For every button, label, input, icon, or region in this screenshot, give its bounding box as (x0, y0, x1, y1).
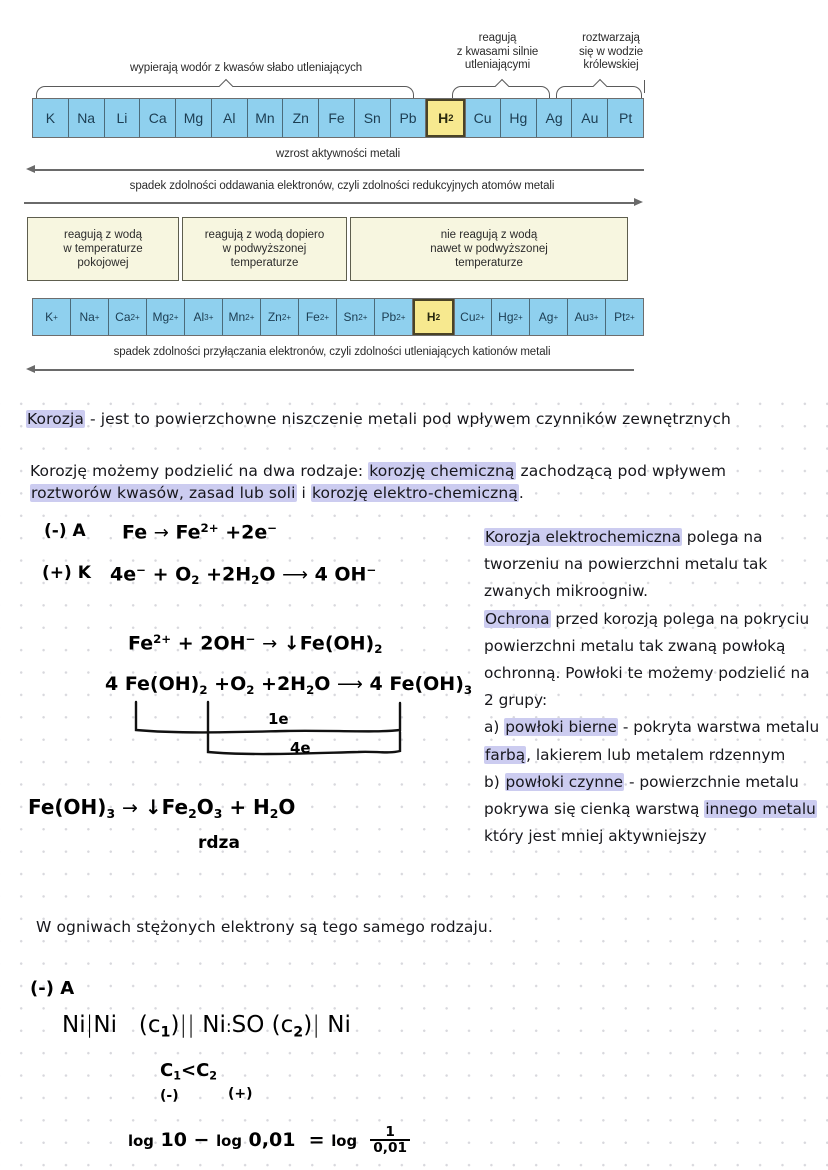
metal-cell-fe: Fe (319, 99, 355, 137)
active-other-metal: innego metalu (705, 800, 816, 819)
water-box-1-line2: w temperaturze (63, 243, 143, 255)
figure-top-label-3-line2: się w wodzie (579, 45, 643, 58)
passive-mid: - pokryta warstwa metalu (617, 718, 820, 737)
cation-cell-na: Na + (71, 299, 109, 335)
arrow-line-activity (34, 169, 644, 171)
arrow-label-oxidation: spadek zdolności przyłączania elektronów, czyli zdolności utleniających kationów metali (113, 346, 551, 358)
cation-cell-pb: Pb 2+ (375, 299, 413, 335)
active-term: powłoki czynne (505, 772, 624, 791)
log-fraction (370, 1125, 410, 1156)
types-mid: zachodzącą pod wpływem (515, 462, 727, 480)
types-electrochemical: korozję elektro-chemiczną (311, 484, 518, 502)
metal-cell-na: Na (69, 99, 105, 137)
equation-anode-label: (-) A (44, 521, 86, 541)
cation-cell-al: Al 3+ (185, 299, 223, 335)
types-period: . (518, 484, 524, 502)
electrochemical-corrosion-paragraph (484, 524, 824, 606)
passive-coating-paragraph (484, 714, 824, 768)
cation-cell-cu: Cu 2+ (454, 299, 492, 335)
cation-cell-mg: Mg 2+ (147, 299, 185, 335)
cation-cell-fe: Fe 2+ (299, 299, 337, 335)
figure-top-label-2-line2: z kwasami silnie (456, 45, 539, 58)
figure-top-label-2-line1: reagują (478, 32, 517, 44)
figure-top-label-3-line1: roztwarzają (582, 32, 640, 44)
equation-rust-formation: $Fe(OH)_3$ → $↓Fe_2O_3 + H_2O$ (28, 795, 296, 821)
metal-cell-li: Li (105, 99, 141, 137)
protection-term: Ochrona (485, 609, 550, 628)
cation-cell-ag: Ag + (530, 299, 568, 335)
water-box-3-line1: nie reagują z wodą (440, 229, 538, 241)
polarity-minus: (-) (160, 1088, 179, 1104)
corrosion-types-paragraph (30, 460, 810, 504)
right-explanation-column (484, 524, 824, 850)
types-and: i (296, 484, 311, 502)
arrow-line-reduction (24, 202, 634, 204)
metal-cation-strip (32, 298, 644, 336)
active-prefix: b) (484, 772, 505, 791)
metal-cell-pt: Pt (608, 99, 643, 137)
arrow-label-reduction: spadek zdolności oddawania elektronów, czyli zdolności redukcyjnych atomów metali (129, 180, 555, 192)
cation-cell-hg: Hg 2+ (492, 299, 530, 335)
arrow-head-reduction-right (634, 198, 643, 206)
passive-prefix: a) (484, 718, 505, 737)
metal-activity-strip (32, 98, 644, 138)
metal-cell-hg: Hg (501, 99, 537, 137)
figure-top-label-2 (440, 32, 555, 73)
figure-top-label-3-line3: królewskiej (583, 59, 639, 71)
metal-cell-al: Al (212, 99, 248, 137)
protection-rest: przed korozją polega na pokryciu powierzchni metalu tak zwaną powłoką ochronną. Powłoki te możemy podzielić na 2 grupy: (484, 609, 810, 710)
electron-count-4e: 4e (290, 739, 311, 757)
active-mid: - powierzchnie metalu pokrywa się cienką warstwą (484, 772, 799, 819)
equation-hydroxide-formation: $Fe^{2+} + 2OH^-$ → $↓Fe(OH)_2$ (128, 632, 383, 657)
figure-top-label-1: wypierają wodór z kwasów słabo utleniających (129, 62, 363, 74)
passive-paint: farbą (485, 745, 526, 764)
metal-cell-mg: Mg (176, 99, 212, 137)
water-box-2 (182, 217, 347, 281)
types-solutions: roztworów kwasów, zasad lub soli (31, 484, 296, 502)
metal-cell-k: K (33, 99, 69, 137)
polarity-plus: (+) (228, 1086, 253, 1102)
water-box-2-line2: w podwyższonej (222, 243, 307, 255)
water-box-1-line3: pokojowej (77, 257, 129, 269)
electron-count-1e: 1e (268, 710, 289, 728)
metal-cell-sn: Sn (355, 99, 391, 137)
equation-hydroxide-oxidation: 4 $Fe(OH)_2 +O_2 +2H_2O$ ⟶ 4 $Fe(OH)_3$ (105, 673, 473, 697)
arrow-line-oxidation (34, 369, 634, 371)
cation-cell-zn: Zn 2+ (261, 299, 299, 335)
cation-cell-hydrogen: H 2 (413, 299, 454, 335)
concentration-comparison: $C_1<C_2$ (160, 1060, 218, 1083)
metal-cell-ag: Ag (537, 99, 573, 137)
water-box-3 (350, 217, 628, 281)
figure-top-label-2-line3: utleniającymi (464, 59, 531, 71)
rust-annotation: rdza (198, 833, 240, 853)
definition-rest: - jest to powierzchowne niszczenie metali pod wpływem czynników zewnętrznych (85, 410, 731, 428)
log-calculation: log 10 − log 0,01 = log $\frac{1}{0,01}$ (128, 1125, 410, 1156)
cation-cell-mn: Mn 2+ (223, 299, 261, 335)
active-rest: który jest mniej aktywniejszy (484, 827, 707, 846)
metal-cell-cu: Cu (465, 99, 501, 137)
definition-line (26, 408, 806, 430)
concentration-cell-diagram: Ni|Ni $(c_1)||$ Ni:SO $(c_2)|$ Ni (62, 1012, 351, 1041)
log-fraction-numerator: 1 (370, 1125, 410, 1141)
metal-cell-au: Au (572, 99, 608, 137)
cation-cell-sn: Sn 2+ (337, 299, 375, 335)
arrow-head-oxidation-left (26, 365, 35, 373)
concentration-cell-anode-label: (-) A (30, 978, 75, 999)
equation-cathode: $4e^- + O_2 +2H_2O$ ⟶ 4 OH− (110, 563, 377, 588)
cation-cell-au: Au 3+ (568, 299, 606, 335)
water-box-1-line1: reagują z wodą (63, 229, 142, 241)
definition-term: Korozja (27, 410, 85, 428)
arrow-head-activity-left (26, 165, 35, 173)
brace-end-tick (644, 80, 645, 93)
concentration-cell-line: W ogniwach stężonych elektrony są tego samego rodzaju. (36, 918, 493, 936)
metal-cell-ca: Ca (140, 99, 176, 137)
electron-transfer-braces (100, 700, 410, 762)
water-box-2-line1: reagują z wodą dopiero (204, 229, 325, 241)
metal-cell-pb: Pb (391, 99, 427, 137)
log-fraction-denominator: 0,01 (373, 1140, 408, 1157)
water-box-2-line3: temperaturze (230, 257, 299, 269)
activity-series-figure (0, 0, 828, 392)
arrow-label-activity: wzrost aktywności metali (275, 148, 401, 160)
water-box-1 (27, 217, 179, 281)
metal-cell-zn: Zn (283, 99, 319, 137)
metal-cell-mn: Mn (248, 99, 284, 137)
electrochemical-corrosion-term: Korozja elektrochemiczna (485, 528, 681, 546)
types-intro: Korozję możemy podzielić na dwa rodzaje: (30, 462, 369, 480)
cation-cell-ca: Ca 2+ (109, 299, 147, 335)
equation-anode: $Fe \to Fe^{2+} +2e^-$ (122, 521, 278, 544)
cation-cell-k: K + (33, 299, 71, 335)
types-chemical: korozję chemiczną (369, 462, 515, 480)
equation-cathode-label: (+) K (42, 563, 91, 583)
passive-rest: , lakierem lub metalem rdzennym (526, 745, 786, 764)
cation-cell-pt: Pt 2+ (606, 299, 643, 335)
passive-term: powłoki bierne (505, 718, 617, 737)
electrochemical-corrosion-rest: polega na tworzeniu na powierzchni metalu tak zwanych mikroogniw. (484, 528, 768, 601)
water-box-3-line3: temperaturze (455, 257, 523, 269)
active-coating-paragraph (484, 769, 824, 851)
figure-top-label-3 (556, 32, 666, 73)
protection-paragraph (484, 606, 824, 715)
metal-cell-hydrogen: H 2 (426, 99, 465, 137)
water-box-3-line2: nawet w podwyższonej (430, 243, 548, 255)
